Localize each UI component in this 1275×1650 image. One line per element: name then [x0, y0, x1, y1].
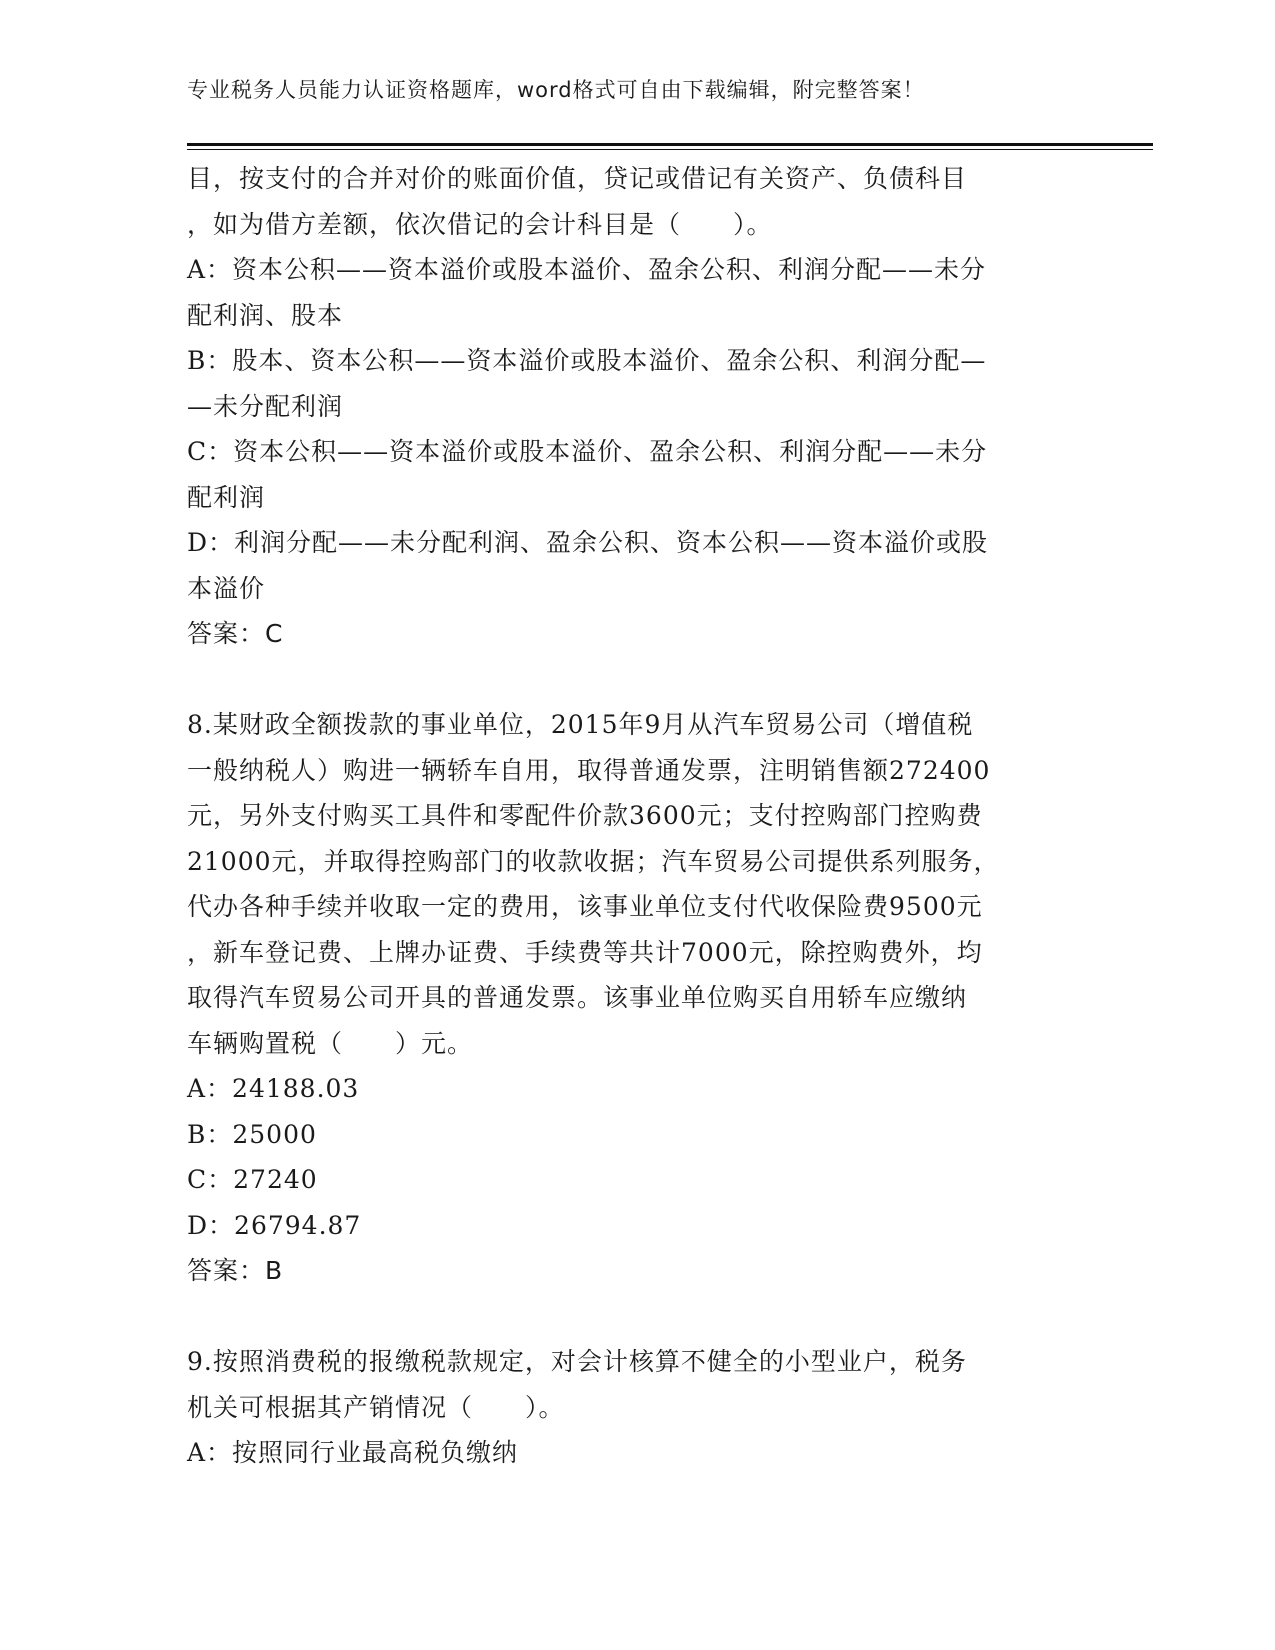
option-text-line: D：利润分配——未分配利润、盈余公积、资本公积——资本溢价或股	[187, 528, 989, 557]
question-text-line: 9.按照消费税的报缴税款规定，对会计核算不健全的小型业户，税务	[187, 1347, 967, 1376]
question-8	[187, 702, 1077, 1294]
question-spacer	[187, 657, 1077, 703]
answer-line: 答案：C	[187, 619, 284, 648]
question-text-line: 8.某财政全额拨款的事业单位，2015年9月从汽车贸易公司（增值税	[187, 710, 974, 739]
option-a: A：24188.03	[187, 1074, 360, 1103]
option-text-line: 配利润、股本	[187, 300, 344, 330]
question-spacer	[187, 1294, 1077, 1340]
option-b	[187, 338, 1077, 429]
option-text-line: B：股本、资本公积——资本溢价或股本溢价、盈余公积、利润分配—	[187, 346, 987, 375]
document-body	[187, 156, 1077, 1476]
answer-line: 答案：B	[187, 1256, 284, 1285]
option-text-line: C：资本公积——资本溢价或股本溢价、盈余公积、利润分配——未分	[187, 437, 988, 466]
question-text-line: 取得汽车贸易公司开具的普通发票。该事业单位购买自用轿车应缴纳	[187, 983, 968, 1012]
option-text-line: A：资本公积——资本溢价或股本溢价、盈余公积、利润分配——未分	[187, 255, 987, 284]
question-text-line: ，新车登记费、上牌办证费、手续费等共计7000元，除控购费外，均	[187, 937, 983, 967]
option-text-line: —未分配利润	[187, 391, 344, 421]
question-text-line: 21000元，并取得控购部门的收款收据；汽车贸易公司提供系列服务，	[187, 846, 1000, 876]
question-text-line: 车辆购置税（ ）元。	[187, 1028, 474, 1058]
header-rule-thick	[187, 143, 1153, 146]
question-text-line: ，如为借方差额，依次借记的会计科目是（ ）。	[187, 209, 773, 239]
page-header: 专业税务人员能力认证资格题库，word格式可自由下载编辑，附完整答案！	[187, 78, 925, 102]
question-7-continued	[187, 156, 1077, 657]
option-a: A：按照同行业最高税负缴纳	[187, 1438, 519, 1467]
option-text-line: 配利润	[187, 482, 266, 512]
question-text-line: 元，另外支付购买工具件和零配件价款3600元；支付控购部门控购费	[187, 801, 983, 830]
header-rule-thin	[187, 149, 1153, 150]
option-text-line: 本溢价	[187, 573, 266, 603]
question-text-line: 代办各种手续并收取一定的费用，该事业单位支付代收保险费9500元	[187, 892, 983, 921]
option-d	[187, 520, 1077, 611]
option-c: C：27240	[187, 1165, 318, 1194]
option-a	[187, 247, 1077, 338]
option-d: D：26794.87	[187, 1210, 362, 1240]
question-text-line: 机关可根据其产销情况（ ）。	[187, 1392, 565, 1422]
question-text-line: 一般纳税人）购进一辆轿车自用，取得普通发票，注明销售额272400	[187, 755, 991, 785]
question-text-line: 目，按支付的合并对价的账面价值，贷记或借记有关资产、负债科目	[187, 164, 968, 193]
option-b: B：25000	[187, 1119, 317, 1149]
question-9	[187, 1339, 1077, 1476]
option-c	[187, 429, 1077, 520]
